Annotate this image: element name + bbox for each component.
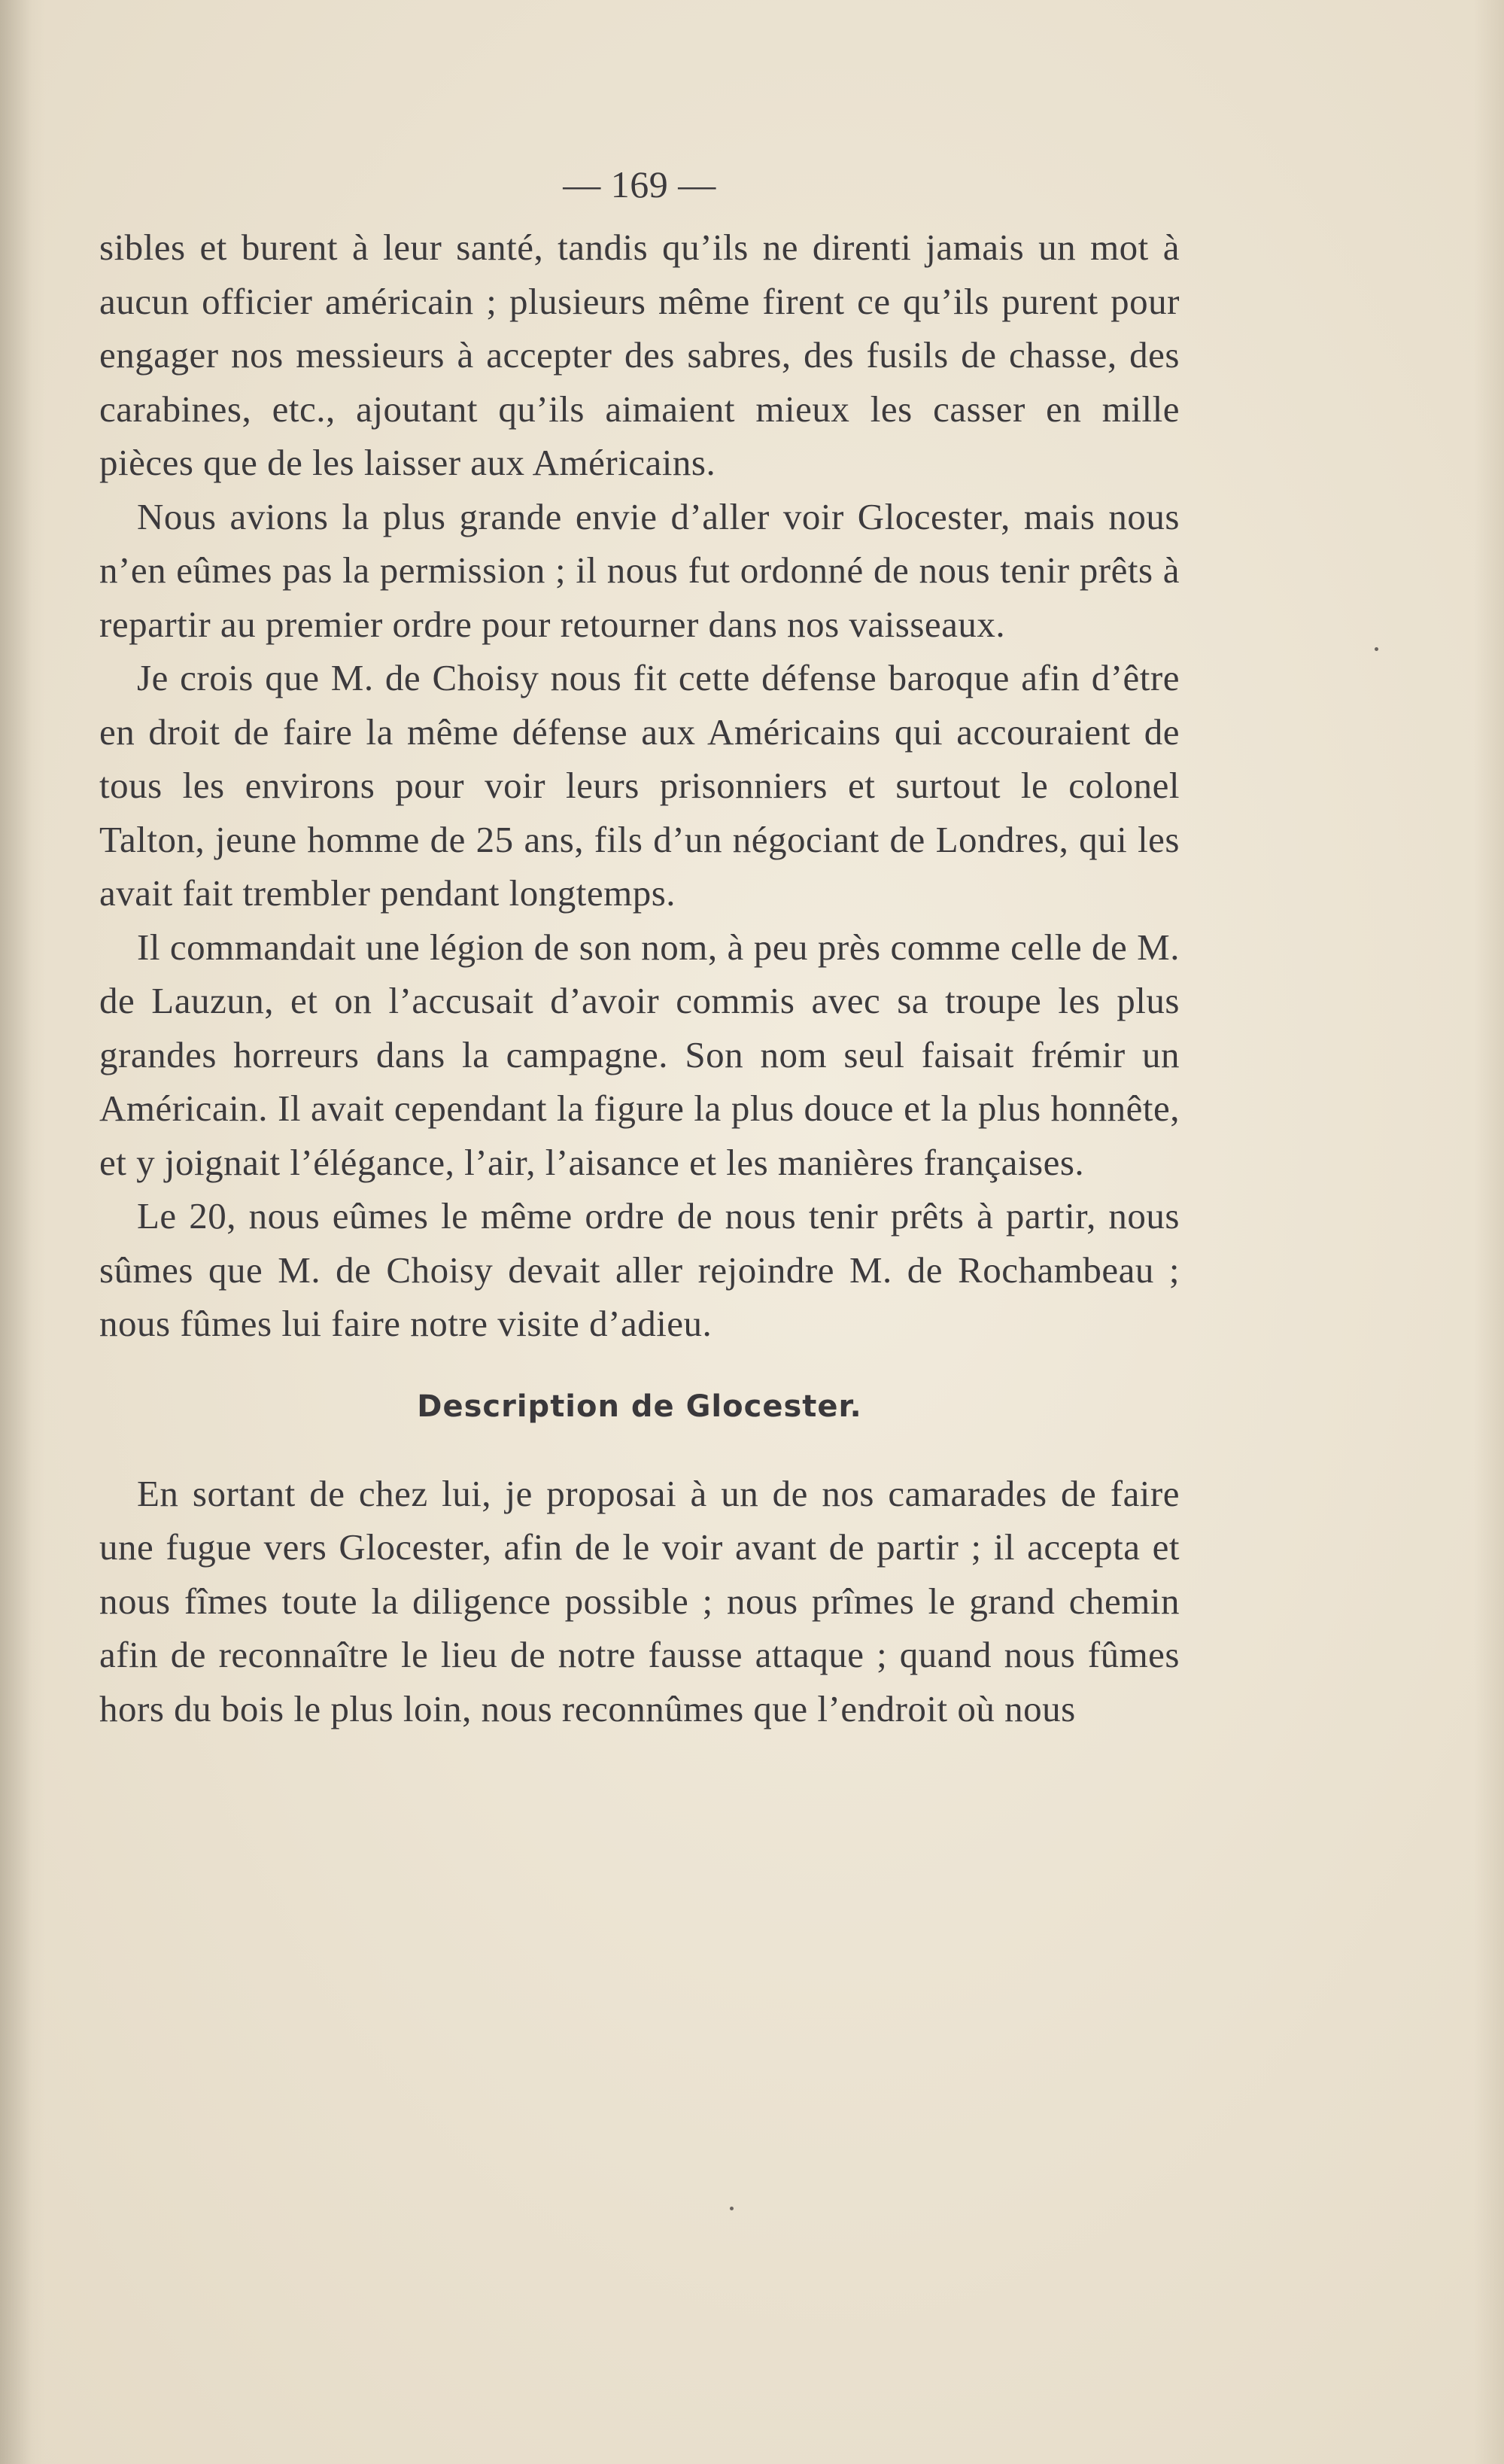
page-number-header: — 169 — [563,163,716,205]
paper-speck [1375,647,1378,651]
paragraph-5: Le 20, nous eûmes le même ordre de nous tenir prêts à partir, nous sûmes que M. de Choisy devait aller rejoindre M. de Rochambeau ; nous fûmes lui faire notre visite d’adieu. [99,1195,1180,1344]
paragraph-2: Nous avions la plus grande envie d’aller voir Glocester, mais nous n’en eûmes pas la permission ; il nous fut ordonné de nous tenir prêts à repartir au premier ordre pour retourner dans nos vaisseaux. [99,495,1180,645]
page-shadow-right [1474,0,1504,2464]
paper-speck [730,2207,734,2210]
section-title: Description de Glocester. [417,1389,862,1424]
page-shadow-left [0,0,45,2464]
paragraph-6: En sortant de chez lui, je proposai à un de nos camarades de faire une fugue vers Glocester, afin de le voir avant de partir ; il accepta et nous fîmes toute la diligence possible ; nous prîmes le grand chemin afin de reconnaître le lieu de notre fausse attaque ; quand nous fûmes hors du bois le plus loin, nous reconnûmes que l’endroit où nous [99,1472,1180,1729]
paragraph-4: Il commandait une légion de son nom, à peu près comme celle de M. de Lauzun, et on l’accusait d’avoir commis avec sa troupe les plus grandes horreurs dans la campagne. Son nom seul faisait frémir un Américain. Il avait cependant la figure la plus douce et la plus honnête, et y joignait l’élégance, l’air, l’aisance et les manières françaises. [99,926,1180,1183]
paragraph-1: sibles et burent à leur santé, tandis qu’ils ne direnti jamais un mot à aucun officier américain ; plusieurs même firent ce qu’ils purent pour engager nos messieurs à accepter des sabres, des fusils de chasse, des carabines, etc., ajoutant qu’ils aimaient mieux les casser en mille pièces que de les laisser aux Américains. [99,227,1180,483]
text-block [99,154,1180,1735]
paragraph-3: Je crois que M. de Choisy nous fit cette défense baroque afin d’être en droit de faire la même défense aux Américains qui accouraient de tous les environs pour voir leurs prisonniers et surtout le colonel Talton, jeune homme de 25 ans, fils d’un négociant de Londres, qui les avait fait trembler pendant longtemps. [99,657,1180,914]
